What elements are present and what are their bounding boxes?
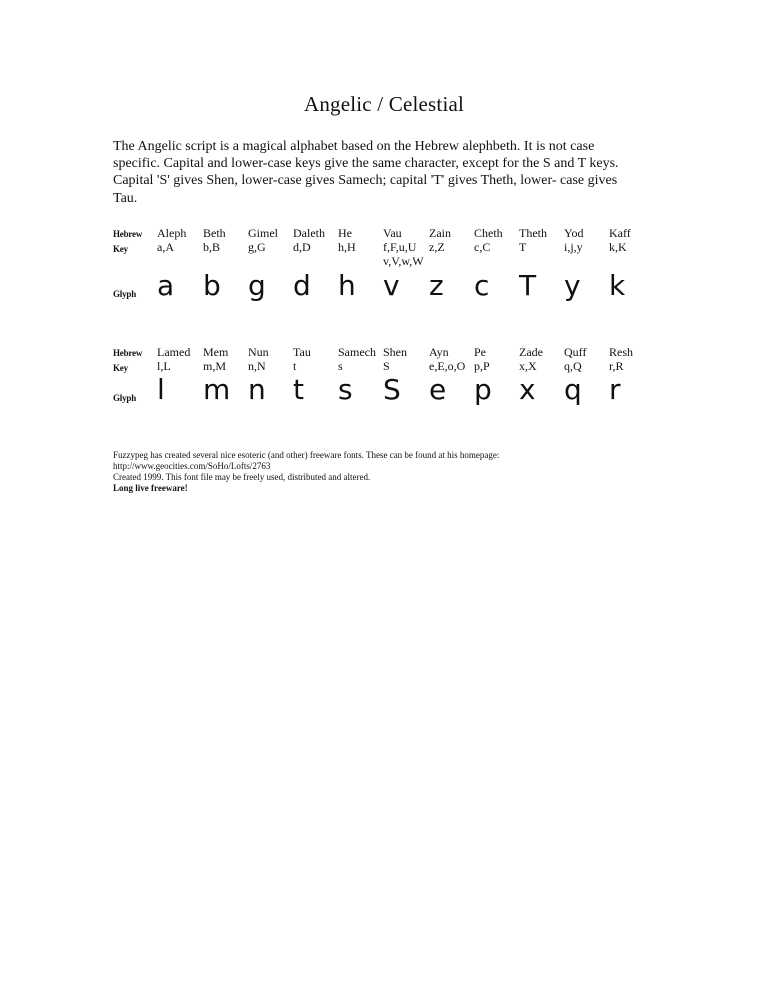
hebrew-letter-name: Quff: [564, 345, 587, 359]
key-mapping: p,P: [474, 359, 490, 373]
hebrew-letter-name: Yod: [564, 226, 584, 240]
row-label-glyph: Glyph: [113, 289, 137, 299]
letter-column-lamed: [157, 345, 202, 406]
hebrew-letter-name: Gimel: [248, 226, 278, 240]
key-mapping: b,B: [203, 240, 221, 254]
row-label-key: Key: [113, 363, 128, 373]
letter-column-theth: [519, 226, 564, 302]
glyph-character: k: [609, 269, 626, 302]
letter-column-zade: [519, 345, 564, 406]
key-mapping: z,Z: [429, 240, 445, 254]
key-mapping: g,G: [248, 240, 266, 254]
glyph-character: a: [157, 269, 175, 302]
key-mapping: S: [383, 359, 390, 373]
key-mapping: h,H: [338, 240, 356, 254]
hebrew-letter-name: Zain: [429, 226, 451, 240]
letter-column-tau: [293, 345, 338, 406]
hebrew-letter-name: Vau: [383, 226, 402, 240]
letter-column-he: [338, 226, 383, 302]
glyph-character: d: [293, 269, 311, 302]
hebrew-letter-name: Kaff: [609, 226, 631, 240]
letter-column-vau: [383, 226, 428, 302]
glyph-character: v: [383, 269, 400, 302]
glyph-character: y: [564, 269, 581, 302]
intro-paragraph: [113, 138, 643, 207]
hebrew-letter-name: Pe: [474, 345, 486, 359]
glyph-character: x: [519, 373, 536, 406]
glyph-character: r: [609, 373, 621, 406]
key-mapping: i,j,y: [564, 240, 583, 254]
hebrew-letter-name: Nun: [248, 345, 269, 359]
key-mapping: r,R: [609, 359, 624, 373]
letter-column-zain: [429, 226, 474, 302]
letter-column-yod: [564, 226, 609, 302]
key-mapping: T: [519, 240, 527, 254]
row-label-hebrew: Hebrew: [113, 348, 143, 358]
key-mapping: l,L: [157, 359, 171, 373]
hebrew-letter-name: Mem: [203, 345, 229, 359]
key-mapping: k,K: [609, 240, 627, 254]
letter-column-pe: [474, 345, 519, 406]
hebrew-letter-name: Tau: [293, 345, 311, 359]
footer-notes: [113, 450, 673, 494]
glyph-character: p: [474, 373, 492, 406]
glyph-character: b: [203, 269, 221, 302]
key-mapping: x,X: [519, 359, 537, 373]
glyph-character: g: [248, 269, 266, 302]
glyph-character: c: [474, 269, 490, 302]
letter-column-kaff: [609, 226, 654, 302]
intro-line-2: specific. Capital and lower-case keys give the same character, except for the S and T: [113, 156, 586, 172]
intro-line-1: The Angelic script is a magical alphabet based on the Hebrew alephbeth. It is not case: [113, 139, 595, 154]
key-mapping: s: [338, 359, 343, 373]
intro-line-3: keys. Capital 'S' gives Shen, lower-case gives Samech; capital 'T' gives Theth, lower-: [113, 156, 619, 189]
key-mapping: f,F,u,U v,V,w,W: [383, 240, 424, 268]
row-label-key: Key: [113, 244, 128, 254]
key-mapping: t: [293, 359, 297, 373]
glyph-character: e: [429, 373, 447, 406]
key-mapping: n,N: [248, 359, 266, 373]
letter-column-cheth: [474, 226, 519, 302]
letter-column-beth: [203, 226, 248, 302]
row-label-glyph: Glyph: [113, 393, 137, 403]
hebrew-letter-name: Cheth: [474, 226, 503, 240]
letter-column-ayn: [429, 345, 474, 406]
glyph-character: n: [248, 373, 266, 406]
glyph-character: S: [383, 373, 401, 406]
glyph-character: q: [564, 373, 582, 406]
footer-line-1: Fuzzypeg has created several nice esoteric (and other) freeware fonts. These can be found at his homepage:: [113, 450, 500, 460]
key-mapping: a,A: [157, 240, 174, 254]
key-mapping: c,C: [474, 240, 491, 254]
glyph-character: m: [203, 373, 231, 406]
row-label-hebrew: Hebrew: [113, 229, 143, 239]
footer-line-4: Long live freeware!: [113, 483, 188, 493]
letter-column-nun: [248, 345, 293, 406]
hebrew-letter-name: He: [338, 226, 352, 240]
letter-column-aleph: [157, 226, 202, 302]
hebrew-letter-name: Samech: [338, 345, 376, 359]
letter-column-quff: [564, 345, 609, 406]
glyph-character: z: [429, 269, 444, 302]
intro-line-4: case gives Tau.: [113, 173, 618, 206]
hebrew-letter-name: Resh: [609, 345, 633, 359]
letter-column-daleth: [293, 226, 338, 302]
key-mapping: m,M: [203, 359, 227, 373]
page-title: Angelic / Celestial: [303, 92, 465, 116]
letter-column-gimel: [248, 226, 293, 302]
glyph-character: t: [293, 373, 304, 406]
glyph-character: T: [519, 269, 537, 302]
key-mapping: q,Q: [564, 359, 582, 373]
letter-column-mem: [203, 345, 248, 406]
hebrew-letter-name: Ayn: [429, 345, 449, 359]
hebrew-letter-name: Shen: [383, 345, 407, 359]
glyph-character: h: [338, 269, 356, 302]
key-mapping: e,E,o,O: [429, 359, 466, 373]
hebrew-letter-name: Lamed: [157, 345, 191, 359]
hebrew-letter-name: Theth: [519, 226, 547, 240]
letter-column-shen: [383, 345, 428, 406]
key-mapping: d,D: [293, 240, 311, 254]
glyph-character: l: [157, 373, 165, 406]
hebrew-letter-name: Zade: [519, 345, 543, 359]
glyph-character: s: [338, 373, 353, 406]
homepage-url: http://www.geocities.com/SoHo/Lofts/2763: [113, 461, 271, 471]
hebrew-letter-name: Aleph: [157, 226, 187, 240]
letter-column-resh: [609, 345, 654, 406]
hebrew-letter-name: Beth: [203, 226, 226, 240]
hebrew-letter-name: Daleth: [293, 226, 325, 240]
letter-column-samech: [338, 345, 383, 406]
footer-line-3: Created 1999. This font file may be freely used, distributed and altered.: [113, 472, 371, 482]
